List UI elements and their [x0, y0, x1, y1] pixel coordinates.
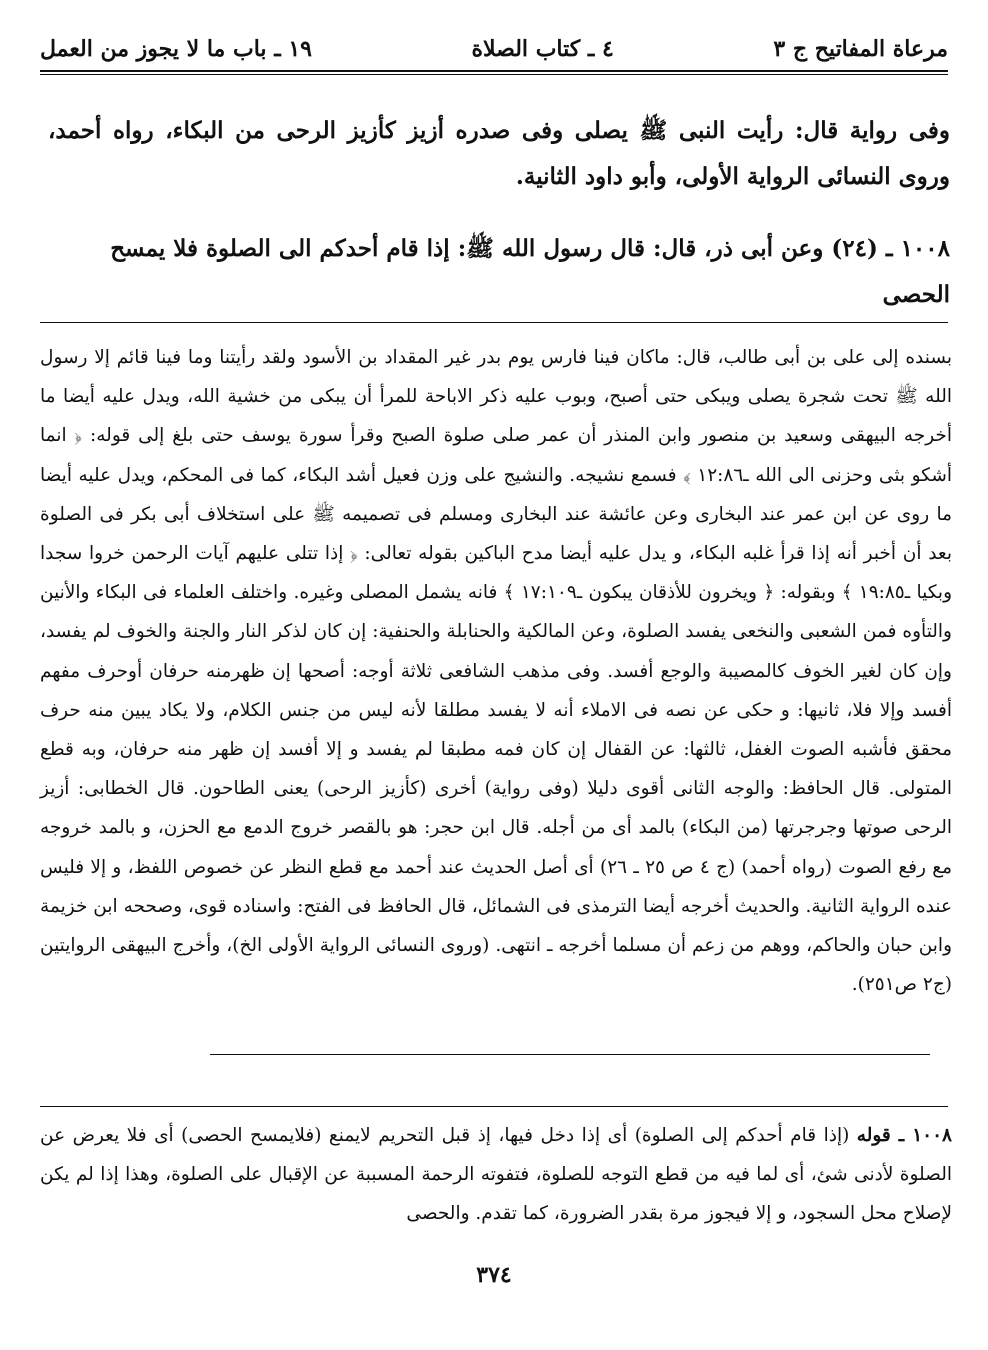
commentary-short-rule	[210, 1054, 930, 1055]
header-rule	[40, 70, 948, 72]
hadith-1008	[48, 226, 950, 318]
header-section: ١٩ ـ باب ما لا يجوز من العمل	[40, 36, 312, 62]
header-book-title: مرعاة المفاتيح ج ٣	[773, 36, 948, 62]
running-header	[40, 22, 948, 62]
commentary-divider	[40, 1106, 948, 1107]
commentary-1008-lead: ١٠٠٨ ـ قوله	[856, 1125, 952, 1146]
commentary-paragraph: بسنده إلى على بن أبى طالب، قال: ماكان فينا فارس يوم بدر غير المقداد بن الأسود ولقد رأيتنا وما فينا قائم إلا رسول الله ﷺ تحت شجرة يصلى ويبكى حتى أصبح، وبوب عليه ذكر الاباحة للمرأ أن يبكى من خشية الله، ويدل عليه أيضا ما أخرجه البيهقى وسعيد بن منصور وابن المنذر أن عمر صلى صلوة الصبح وقرأ سورة يوسف حتى بلغ إلى قوله: ﴿ انما أشكو بثى وحزنى الى الله ـ١٢:٨٦ ﴾ فسمع نشيجه. والنشيج على وزن فعيل أشد البكاء، كما فى المحكم، ويدل عليه أيضا ما روى عن ابن عمر عند البخارى وعن عائشة عند البخارى ومسلم فى تصميمه ﷺ على استخلاف أبى بكر فى الصلوة بعد أن أخبر أنه إذا قرأ غلبه البكاء، و يدل عليه أيضا مدح الباكين بقوله تعالى: ﴿ إذا تتلى عليهم آيات الرحمن خروا سجدا وبكيا ـ١٩:٨٥ ﴾ وبقوله: ﴿ ويخرون للأذقان يبكون ـ١٧:١٠٩ ﴾ فانه يشمل المصلى وغيره. واختلف العلماء فى البكاء والأنين والتأوه فمن الشعبى والنخعى يفسد الصلوة، وعن المالكية والحنابلة والحنفية: إن كان لذكر النار والجنة والخوف لم يفسد، وإن كان لغير الخوف كالمصيبة والوجع أفسد. وفى مذهب الشافعى ثلاثة أوجه: أصحها إن ظهرمنه حرفان أوحرف مفهم أفسد وإلا فلا، ثانيها: و حكى عن نصه فى الاملاء أنه لا يفسد مطلقا لأنه ليس من جنس الكلام، ولا يكاد يبين منه حرف محقق فأشبه الصوت الغفل، ثالثها: عن القفال إن كان فمه مطبقا لم يفسد و إلا أفسد إن ظهر منه حرفان، وبه قطع المتولى. قال الحافظ: والوجه الثانى أقوى دليلا (وفى رواية) أخرى (كأزيز الرحى) يعنى الطاحون. قال الخطابى: أزيز الرحى صوتها وجرجرتها (من البكاء) بالمد أى من أجله. قال ابن حجر: هو بالقصر خروج الدمع مع الحزن، و بالمد خروجه مع رفع الصوت (رواه أحمد) (ج ٤ ص ٢٥ ـ ٢٦) أى أصل الحديث عند أحمد مع قطع النظر عن خصوص اللفظ، و إلا فليس عنده الرواية الثانية. والحديث أخرجه أيضا الترمذى فى الشمائل، قال الحافظ فى الفتح: واسناده قوى، وصححه ابن خزيمة وابن حبان والحاكم، ووهم من زعم أن مسلما أخرجه ـ انتهى. (وروى النسائى الرواية الأولى الخ)، وأخرج البيهقى الروايتين (ج٢ ص٢٥١).	[40, 347, 953, 996]
text-commentary-divider	[40, 322, 948, 323]
commentary-1008	[40, 1116, 952, 1234]
hadith-text-continued: وفى رواية قال: رأيت النبى ﷺ يصلى وفى صدره أزيز كأزيز الرحى من البكاء، رواه أحمد، وروى النسائى الرواية الأولى، وأبو داود الثانية.	[48, 117, 950, 190]
hadith-1008-text: ١٠٠٨ ـ (٢٤) وعن أبى ذر، قال: قال رسول الله ﷺ: إذا قام أحدكم الى الصلوة فلا يمسح	[110, 235, 950, 262]
hadith-1008-last-word: الحصى	[882, 281, 950, 308]
header-rule-thin	[40, 74, 948, 75]
header-chapter: ٤ ـ كتاب الصلاة	[471, 36, 614, 62]
page-number: ٣٧٤	[476, 1262, 512, 1288]
commentary-1008-text: (إذا قام أحدكم إلى الصلوة) أى إذا دخل فيها، إذ قبل التحريم لايمنع (فلايمسح الحصى) أى فلا يعرض عن الصلوة لأدنى شئ، أى لما فيه من قطع التوجه للصلوة، فتفوته الرحمة المسببة عن الإقبال على الصلوة، وهذا إذا لم يكن لإصلاح محل السجود، و إلا فيجوز مرة بقدر الضرورة، كما تقدم. والحصى	[40, 1125, 952, 1225]
